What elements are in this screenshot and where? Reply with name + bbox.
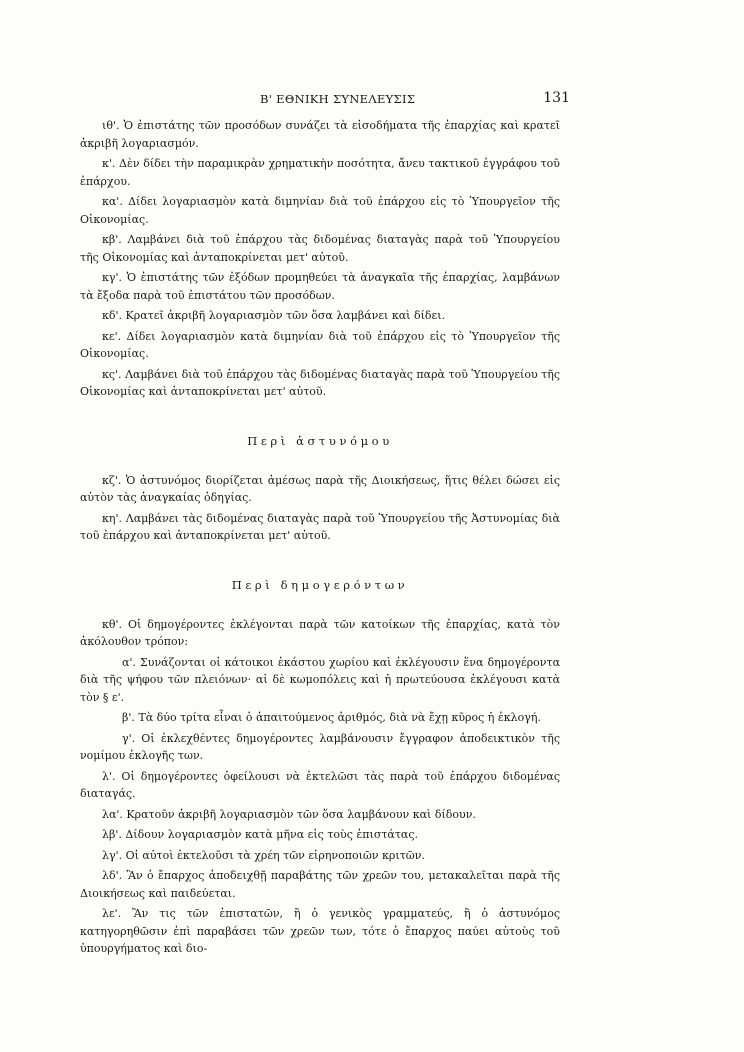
clause-c: γ'. Οἱ ἐκλεχθέντες δημογέροντες λαμβάνουσιν ἔγγραφον ἀποδεικτικὸν τῆς νομίμου ἐκλογῆς των. (80, 731, 560, 762)
article-20: κ'. Δὲν δίδει τὴν παραμικρὰν χρηματικὴν ποσότητα, ἄνευ τακτικοῦ ἐγγράφου τοῦ ἐπάρχου. (80, 157, 560, 188)
article-28: κη'. Λαμβάνει τὰς διδομένας διαταγὰς παρὰ τοῦ Ὑπουργείου τῆς Ἀστυνομίας διὰ τοῦ ἐπάρχου καὶ ἀνταποκρίνεται μετ' αὐτοῦ. (80, 511, 560, 542)
clause-a: α'. Συνάζονται οἱ κάτοικοι ἑκάστου χωρίου καὶ ἐκλέγουσιν ἕνα δημογέροντα διὰ τῆς ψήφου τῶν πλειόνων· αἱ δὲ κωμοπόλεις καὶ ἡ πρωτεύουσα ἐκλέγουσι κατὰ τὸν § ε'. (80, 655, 560, 704)
article-27: κζ'. Ὁ ἀστυνόμος διορίζεται ἀμέσως παρὰ τῆς Διοικήσεως, ἥτις θέλει δώσει εἰς αὐτὸν τὰς ἀναγκαίας ὁδηγίας. (80, 473, 560, 504)
page-header (80, 90, 570, 114)
article-26: κς'. Λαμβάνει διὰ τοῦ ἐπάρχου τὰς διδομένας διαταγὰς παρὰ τοῦ Ὑπουργείου τῆς Οἰκονομίας καὶ ἀνταποκρίνεται μετ' αὐτοῦ. (80, 367, 560, 398)
section-elders (80, 578, 560, 958)
page-number: 131 (543, 90, 570, 106)
article-31: λα'. Κρατοῦν ἀκριβῆ λογαριασμὸν τῶν ὅσα λαμβάνουν καὶ δίδουν. (102, 807, 476, 821)
section-heading: Περὶ ἀστυνόμου (247, 433, 393, 448)
document-page (80, 90, 570, 958)
article-30: λ'. Οἱ δημογέροντες ὀφείλουσι νὰ ἐκτελῶσι τὰς παρὰ τοῦ ἐπάρχου διδομένας διαταγάς. (80, 769, 560, 800)
section-heading: Περὶ δημογερόντων (231, 577, 409, 592)
clause-b: β'. Τὰ δύο τρίτα εἶναι ὁ ἀπαιτούμενος ἀριθμός, διὰ νὰ ἔχῃ κῦρος ἡ ἐκλογή. (122, 711, 541, 724)
article-35: λε'. Ἂν τις τῶν ἐπιστατῶν, ἢ ὁ γενικὸς γραμματεύς, ἢ ὁ ἀστυνόμος κατηγορηθῶσιν ἐπὶ παραβάσει τῶν χρεῶν των, τότε ὁ ἔπαρχος παύει αὐτοὺς τοῦ ὑπουργήματος καὶ διο- (80, 907, 560, 955)
article-22: κβ'. Λαμβάνει διὰ τοῦ ἐπάρχου τὰς διδομένας διαταγὰς παρὰ τοῦ Ὑπουργείου τῆς Οἰκονομίας καὶ ἀνταποκρίνεται μετ' αὐτοῦ. (80, 233, 560, 264)
article-34: λδ'. Ἂν ὁ ἔπαρχος ἀποδειχθῇ παραβάτης τῶν χρεῶν του, μετακαλεῖται παρὰ τῆς Διοικήσεως καὶ παιδεύεται. (80, 869, 560, 900)
section-financial-officers (80, 117, 560, 401)
article-21: κα'. Δίδει λογαριασμὸν κατὰ διμηνίαν διὰ τοῦ ἐπάρχου εἰς τὸ Ὑπουργεῖον τῆς Οἰκονομίας. (80, 195, 560, 226)
article-33: λγ'. Οἱ αὐτοὶ ἐκτελοῦσι τὰ χρέη τῶν εἰρηνοποιῶν κριτῶν. (102, 848, 425, 862)
article-19: ιθ'. Ὁ ἐπιστάτης τῶν προσόδων συνάζει τὰ εἰσοδήματα τῆς ἐπαρχίας καὶ κρατεῖ ἀκριβῆ λογαριασμόν. (80, 119, 560, 150)
article-32: λβ'. Δίδουν λογαριασμὸν κατὰ μῆνα εἰς τοὺς ἐπιστάτας. (102, 828, 419, 841)
article-23: κγ'. Ὁ ἐπιστάτης τῶν ἐξόδων προμηθεύει τὰ ἀναγκαῖα τῆς ἐπαρχίας, λαμβάνων τὰ ἔξοδα παρὰ τοῦ ἐπιστάτου τῶν προσόδων. (80, 271, 560, 302)
running-title: Β' ΕΘΝΙΚΗ ΣΥΝΕΛΕΥΣΙΣ (260, 92, 416, 106)
article-29: κθ'. Οἱ δημογέροντες ἐκλέγονται παρὰ τῶν κατοίκων τῆς ἐπαρχίας, κατὰ τὸν ἀκόλουθον τρόπον: (80, 617, 560, 648)
article-24: κδ'. Κρατεῖ ἀκριβῆ λογαριασμὸν τῶν ὅσα λαμβάνει καὶ δίδει. (102, 309, 446, 322)
section-police-chief (80, 434, 560, 545)
article-25: κε'. Δίδει λογαριασμὸν κατὰ διμηνίαν διὰ τοῦ ἐπάρχου εἰς τὸ Ὑπουργεῖον τῆς Οἰκονομίας. (80, 329, 560, 360)
